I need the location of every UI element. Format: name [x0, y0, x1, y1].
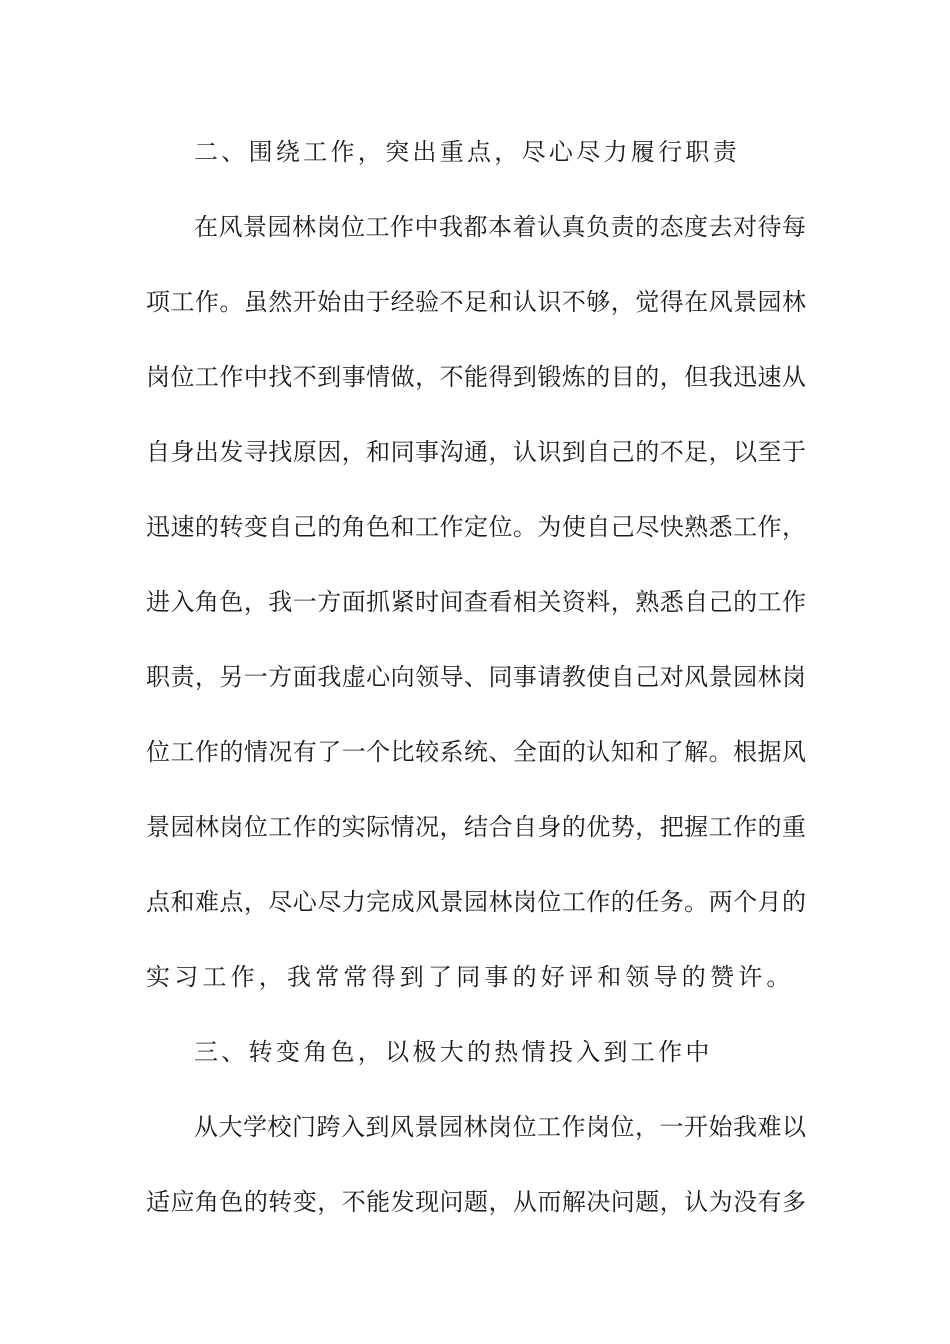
- paragraph-line: 从大学校门跨入到风景园林岗位工作岗位，一开始我难以: [194, 1113, 806, 1141]
- section-heading-3: 三、转变角色，以极大的热情投入到工作中: [194, 1038, 713, 1066]
- paragraph-line: 实习工作，我常常得到了同事的好评和领导的赞许。: [146, 963, 795, 991]
- paragraph-line: 在风景园林岗位工作中我都本着认真负责的态度去对待每: [194, 213, 806, 241]
- paragraph-line: 适应角色的转变，不能发现问题，从而解决问题，认为没有多: [146, 1188, 806, 1216]
- paragraph-line: 迅速的转变自己的角色和工作定位。为使自己尽快熟悉工作，: [146, 513, 806, 541]
- paragraph-line: 点和难点，尽心尽力完成风景园林岗位工作的任务。两个月的: [146, 888, 806, 916]
- paragraph-line: 景园林岗位工作的实际情况，结合自身的优势，把握工作的重: [146, 813, 806, 841]
- paragraph-line: 职责，另一方面我虚心向领导、同事请教使自己对风景园林岗: [146, 663, 806, 691]
- paragraph-line: 项工作。虽然开始由于经验不足和认识不够，觉得在风景园林: [146, 288, 806, 316]
- paragraph-line: 自身出发寻找原因，和同事沟通，认识到自己的不足，以至于: [146, 438, 806, 466]
- paragraph-line: 岗位工作中找不到事情做，不能得到锻炼的目的，但我迅速从: [146, 363, 806, 391]
- paragraph-line: 位工作的情况有了一个比较系统、全面的认知和了解。根据风: [146, 738, 806, 766]
- paragraph-line: 进入角色，我一方面抓紧时间查看相关资料，熟悉自己的工作: [146, 588, 806, 616]
- section-heading-2: 二、围绕工作，突出重点，尽心尽力履行职责: [194, 138, 740, 166]
